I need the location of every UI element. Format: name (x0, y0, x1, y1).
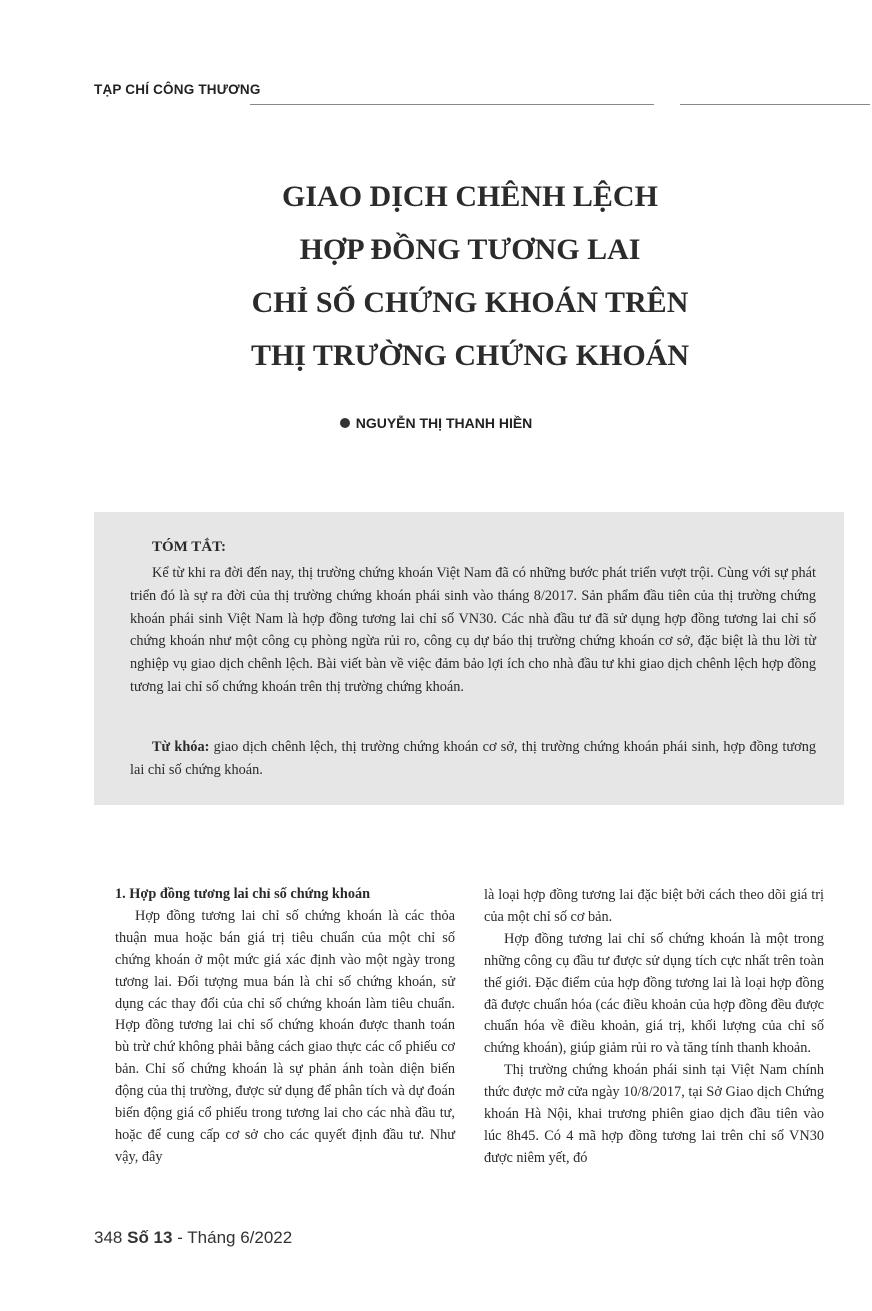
title-line: GIAO DỊCH CHÊNH LỆCH (282, 180, 658, 213)
body-paragraph: Thị trường chứng khoán phái sinh tại Việt Nam chính thức được mở cửa ngày 10/8/2017, tại Sở Giao dịch Chứng khoán Hà Nội, khai trương phiên giao dịch đầu tiên vào lúc 8h45. Có 4 mã hợp đồng tương lai trên chỉ số VN30 được niêm yết, đó (484, 1062, 824, 1166)
body-column-right (484, 885, 824, 1170)
title-line: THỊ TRƯỜNG CHỨNG KHOÁN (250, 339, 690, 372)
header-rule-right (680, 104, 870, 105)
keywords (130, 736, 816, 782)
issue-date: Tháng 6/2022 (187, 1228, 293, 1247)
footer-separator: - (172, 1228, 188, 1247)
abstract-text: Kể từ khi ra đời đến nay, thị trường chứng khoán Việt Nam đã có những bước phát triển vượt trội. Cùng với sự phát triển đó là sự ra đời của thị trường chứng khoán phái sinh vào tháng 8/2017. Sản phẩm đầu tiên của thị trường chứng khoán phái sinh Việt Nam là hợp đồng tương lai chỉ số VN30. Các nhà đầu tư đã sử dụng hợp đồng tương lai chỉ số chứng khoán như một công cụ phòng ngừa rủi ro, công cụ dự báo thị trường chứng khoán cơ sở, đặc biệt là thu lời từ nghiệp vụ giao dịch chênh lệch. Bài viết bàn về việc đảm bảo lợi ích cho nhà đầu tư khi giao dịch chênh lệch hợp đồng tương lai chỉ số chứng khoán trên thị trường chứng khoán. (130, 565, 816, 695)
issue-number: Số 13 (127, 1228, 173, 1247)
body-paragraph: là loại hợp đồng tương lai đặc biệt bởi cách theo dõi giá trị của một chỉ số cơ bản. (484, 887, 824, 925)
title-line: HỢP ĐỒNG TƯƠNG LAI (299, 233, 641, 266)
abstract-heading: TÓM TẮT: (152, 539, 227, 555)
page-number: 348 (94, 1228, 123, 1247)
page-footer (94, 1228, 292, 1248)
article-title (150, 170, 790, 382)
journal-name: TẠP CHÍ CÔNG THƯƠNG (94, 82, 261, 97)
keywords-label: Từ khóa: (152, 739, 210, 755)
body-column-left (115, 884, 455, 1169)
keywords-text: giao dịch chênh lệch, thị trường chứng khoán cơ sở, thị trường chứng khoán phái sinh, hợp đồng tương lai chỉ số chứng khoán. (130, 739, 817, 778)
author-line (0, 415, 872, 431)
title-line: CHỈ SỐ CHỨNG KHOÁN TRÊN (251, 286, 689, 319)
section-heading: 1. Hợp đồng tương lai chỉ số chứng khoán (115, 886, 371, 902)
body-paragraph: Hợp đồng tương lai chỉ số chứng khoán là một trong những công cụ đầu tư được sử dụng tích cực nhất trên toàn thế giới. Đặc điểm của hợp đồng tương lai là loại hợp đồng đã được chuẩn hóa (các điều khoản của hợp đồng đều được chuẩn hóa về điều khoản, giá trị, khối lượng của chỉ số chứng khoán), giúp giảm rủi ro và tăng tính thanh khoản. (484, 930, 824, 1057)
author-name: NGUYỄN THỊ THANH HIỀN (355, 415, 533, 431)
bullet-icon (340, 418, 350, 428)
body-paragraph: Hợp đồng tương lai chỉ số chứng khoán là các thỏa thuận mua hoặc bán giá trị tiêu chuẩn của một chỉ số chứng khoán ở một mức giá xác định vào một ngày trong tương lai. Đối tượng mua bán là chỉ số chứng khoán, sử dụng các thay đổi của chỉ số chứng khoán làm tiêu chuẩn. Hợp đồng tương lai chỉ số chứng khoán được thanh toán bù trừ chứ không phải bằng cách giao thực các cổ phiếu cơ bản. Chỉ số chứng khoán là sự phản ánh toàn diện biến động của thị trường, được sử dụng để phân tích và dự đoán biến động giá cổ phiếu trong tương lai cho các nhà đầu tư, hoặc để cung cấp cơ sở cho các quyết định đầu tư. Như vậy, đây (115, 907, 455, 1165)
header-rule-left (250, 104, 654, 105)
